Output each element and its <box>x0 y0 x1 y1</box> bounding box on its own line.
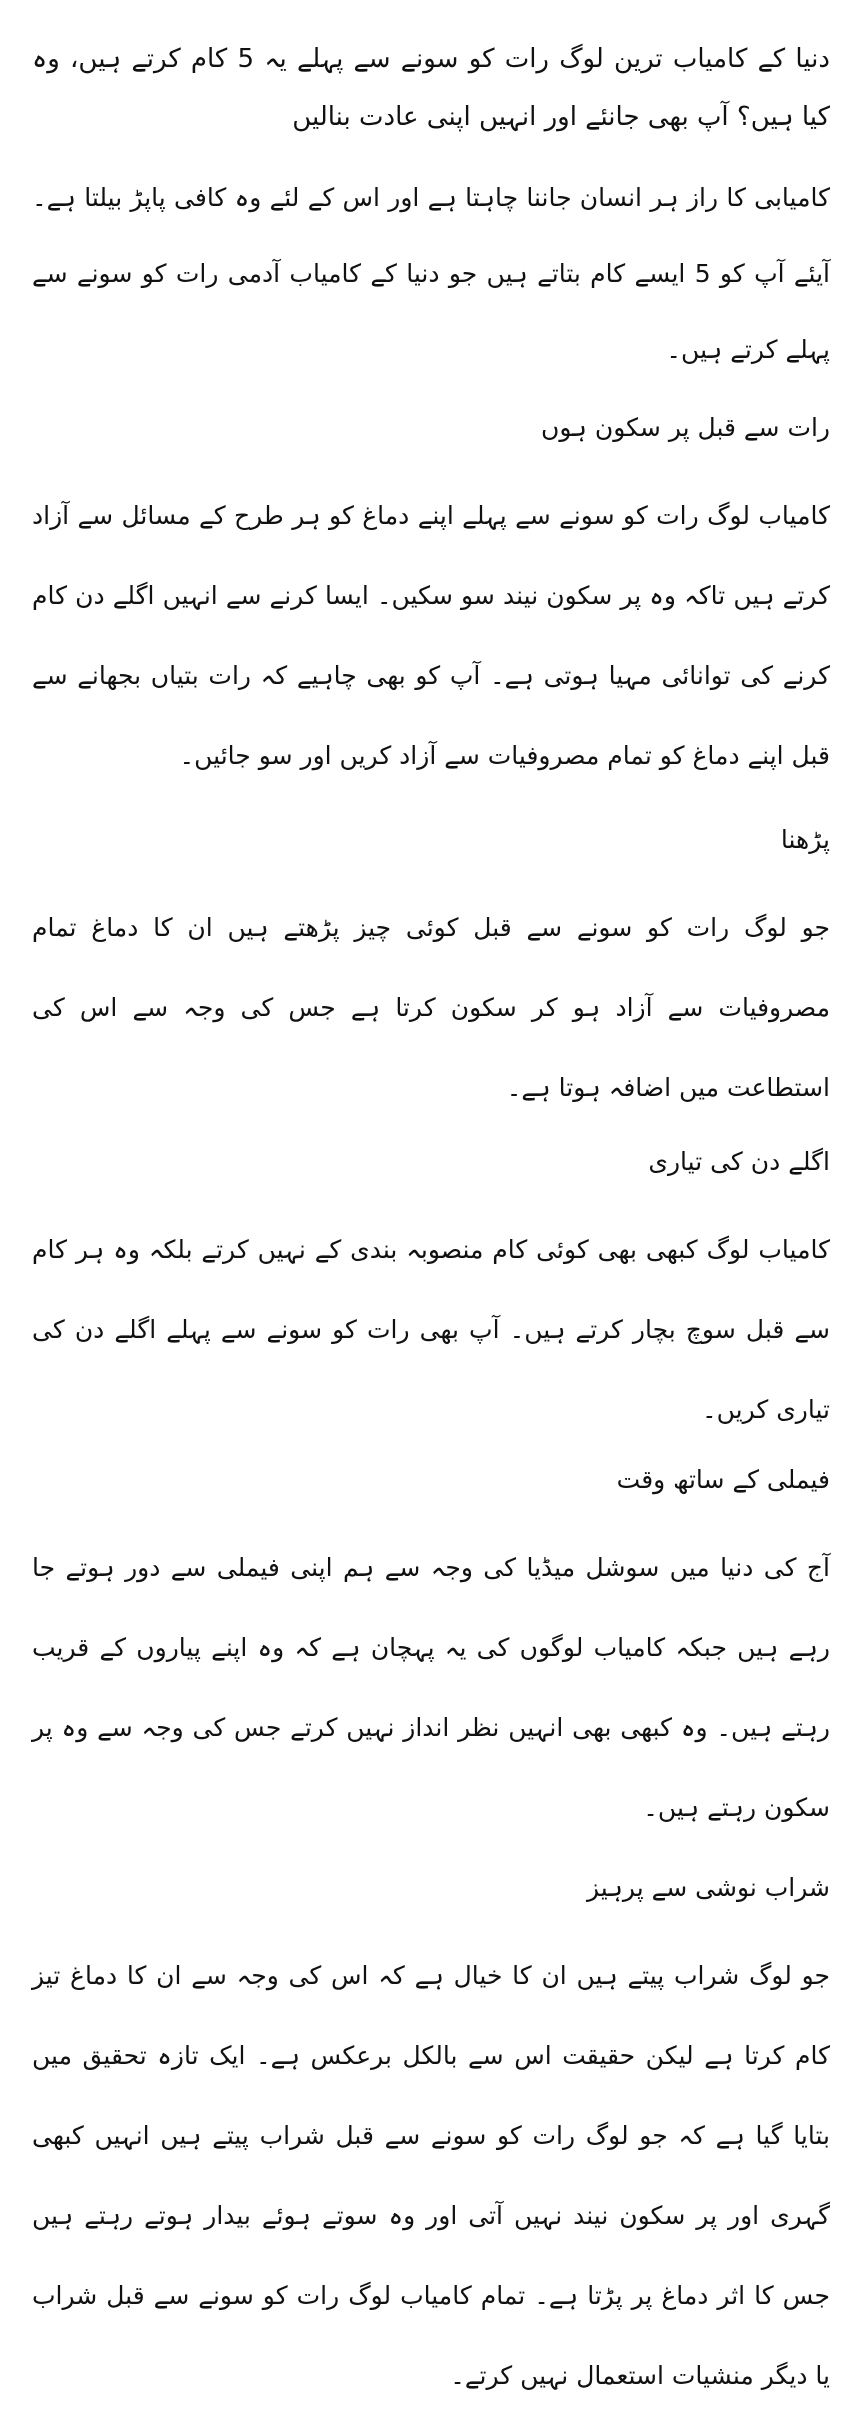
section-heading-calm: رات سے قبل پر سکون ہوں <box>540 413 830 442</box>
section-heading-next-day: اگلے دن کی تیاری <box>648 1147 830 1176</box>
section-heading-alcohol: شراب نوشی سے پرہیز <box>586 1873 830 1902</box>
section-heading-reading: پڑھنا <box>780 825 830 854</box>
section-heading-family: فیملی کے ساتھ وقت <box>616 1465 830 1494</box>
section-body-next-day: کامیاب لوگ کبھی بھی کوئی کام منصوبہ بندی کے نہیں کرتے بلکہ وہ ہر کام سے قبل سوچ بچار کرتے ہیں۔ آپ بھی رات کو سونے سے پہلے اگلے دن کی تیاری کریں۔ <box>32 1235 830 1424</box>
article-intro: کامیابی کا راز ہر انسان جاننا چاہتا ہے اور اس کے لئے وہ کافی پاپڑ بیلتا ہے۔ آیئے آپ کو 5 ایسے کام بتاتے ہیں جو دنیا کے کامیاب آدمی رات کو سونے سے پہلے کرتے ہیں۔ <box>32 183 830 364</box>
section-body-alcohol: جو لوگ شراب پیتے ہیں ان کا خیال ہے کہ اس کی وجہ سے ان کا دماغ تیز کام کرتا ہے لیکن حقیقت اس سے بالکل برعکس ہے۔ ایک تازہ تحقیق میں بتایا گیا ہے کہ جو لوگ رات کو سونے سے قبل شراب پیتے ہیں انہیں کبھی گہری اور پر سکون نیند نہیں آتی اور وہ سوتے ہوئے بیدار ہوتے رہتے ہیں جس کا اثر دماغ پر پڑتا ہے۔ تمام کامیاب لوگ رات کو سونے سے قبل شراب یا دیگر منشیات استعمال نہیں کرتے۔ <box>32 1961 830 2390</box>
article-title: دنیا کے کامیاب ترین لوگ رات کو سونے سے پہلے یہ 5 کام کرتے ہیں، وہ کیا ہیں؟ آپ بھی جانئے اور انہیں اپنی عادت بنالیں <box>32 44 830 132</box>
section-body-calm: کامیاب لوگ رات کو سونے سے پہلے اپنے دماغ کو ہر طرح کے مسائل سے آزاد کرتے ہیں تاکہ وہ پر سکون نیند سو سکیں۔ ایسا کرنے سے انہیں اگلے دن کام کرنے کی توانائی مہیا ہوتی ہے۔ آپ کو بھی چاہیے کہ رات بتیاں بجھانے سے قبل اپنے دماغ کو تمام مصروفیات سے آزاد کریں اور سو جائیں۔ <box>32 501 830 770</box>
section-body-reading: جو لوگ رات کو سونے سے قبل کوئی چیز پڑھتے ہیں ان کا دماغ تمام مصروفیات سے آزاد ہو کر سکون کرتا ہے جس کی وجہ سے اس کی استطاعت میں اضافہ ہوتا ہے۔ <box>32 913 830 1102</box>
section-body-family: آج کی دنیا میں سوشل میڈیا کی وجہ سے ہم اپنی فیملی سے دور ہوتے جا رہے ہیں جبکہ کامیاب لوگوں کی یہ پہچان ہے کہ وہ اپنے پیاروں کے قریب رہتے ہیں۔ وہ کبھی بھی انہیں نظر انداز نہیں کرتے جس کی وجہ سے وہ پر سکون رہتے ہیں۔ <box>32 1553 830 1822</box>
